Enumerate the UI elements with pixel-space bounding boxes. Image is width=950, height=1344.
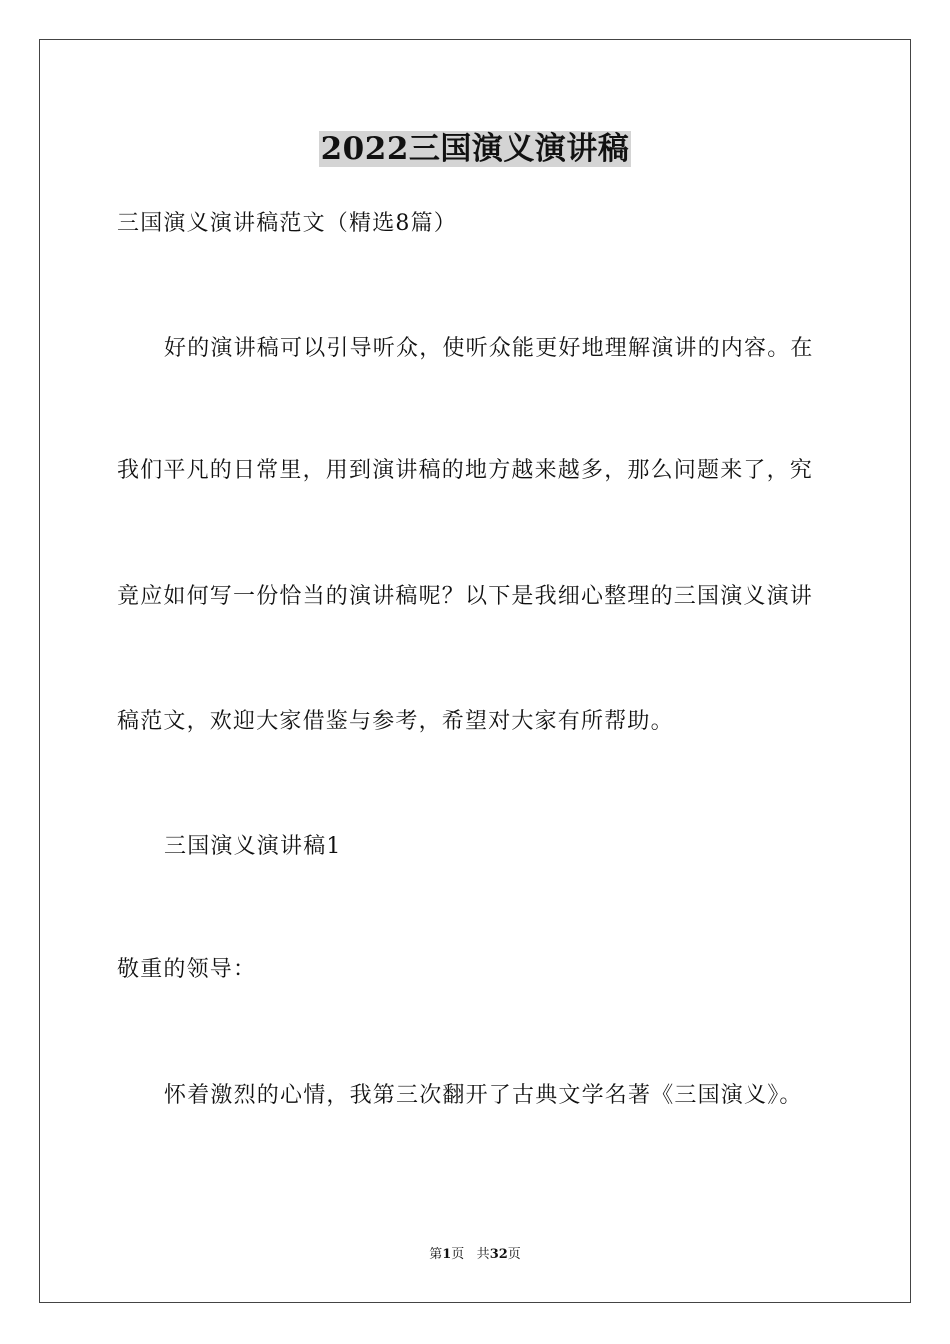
body-line-1: 怀着激烈的心情，我第三次翻开了古典文学名著《三国演义》。 <box>164 1083 803 1108</box>
footer-total-pages: 32 <box>489 1247 508 1262</box>
intro-line-1: 好的演讲稿可以引导听众，使听众能更好地理解演讲的内容。在 <box>164 336 814 361</box>
salutation: 敬重的领导： <box>117 957 257 982</box>
footer-page-number: 1 <box>442 1247 452 1262</box>
document-subtitle: 三国演义演讲稿范文（精选8篇） <box>117 211 457 236</box>
document-title <box>0 127 950 171</box>
document-title-text: 2022三国演义演讲稿 <box>320 131 630 167</box>
footer-total-prefix: 共 <box>476 1247 490 1262</box>
section-heading: 三国演义演讲稿1 <box>164 834 342 859</box>
footer-total-suffix: 页 <box>507 1247 521 1262</box>
intro-line-3: 竟应如何写一份恰当的演讲稿呢？以下是我细心整理的三国演义演讲 <box>117 584 814 609</box>
footer-page-suffix: 页 <box>451 1247 465 1262</box>
intro-line-4: 稿范文，欢迎大家借鉴与参考，希望对大家有所帮助。 <box>117 709 674 734</box>
intro-line-2: 我们平凡的日常里，用到演讲稿的地方越来越多，那么问题来了，究 <box>117 458 814 483</box>
page-footer <box>0 1246 950 1264</box>
footer-page-prefix: 第 <box>429 1247 443 1262</box>
